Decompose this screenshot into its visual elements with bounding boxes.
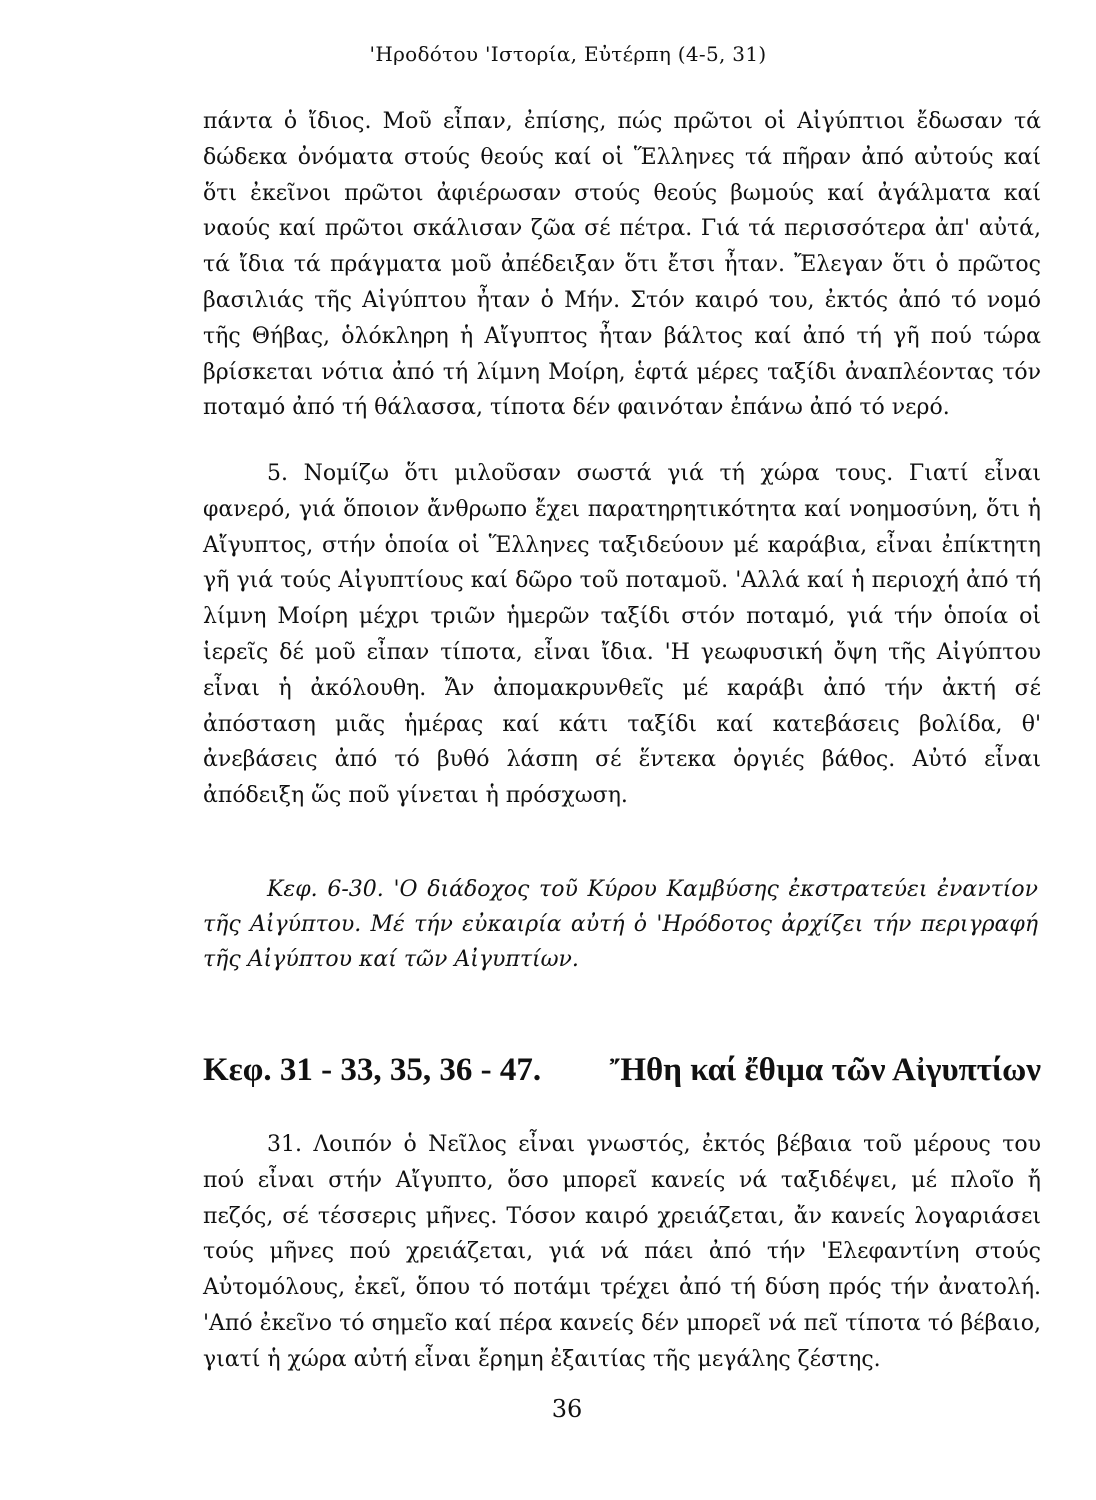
- section-heading-title: Ἤθη καί ἔθιμα τῶν Αἰγυπτίων: [609, 1052, 1041, 1088]
- paragraph-chapter-4-end: [203, 104, 1041, 426]
- paragraph-chapter-5: [203, 456, 1041, 814]
- section-heading-chapters: Κεφ. 31 - 33, 35, 36 - 47.: [203, 1052, 542, 1088]
- paragraph-chapter-31: [203, 1127, 1041, 1378]
- paragraph-text: πάντα ὁ ἴδιος. Μοῦ εἶπαν, ἐπίσης, πώς πρῶτοι οἱ Αἰγύπτιοι ἔδωσαν τά δώδεκα ὀνόματα στούς θεούς καί οἱ Ἕλληνες τά πῆραν ἀπό αὐτούς καί ὅτι ἐκεῖνοι πρῶτοι ἀφιέρωσαν στούς θεούς βωμούς καί ἀγάλματα καί ναούς καί πρῶτοι σκάλισαν ζῶα σέ πέτρα. Γιά τά περισσότερα ἀπ' αὐτά, τά ἴδια τά πράγματα μοῦ ἀπέδειξαν ὅτι ἔτσι ἦταν. Ἔλεγαν ὅτι ὁ πρῶτος βασιλιάς τῆς Αἰγύπτου ἦταν ὁ Μήν. Στόν καιρό του, ἐκτός ἀπό τό νομό τῆς Θήβας, ὁλόκληρη ἡ Αἴγυπτος ἦταν βάλτος καί ἀπό τή γῆ πού τώρα βρίσκεται νότια ἀπό τή λίμνη Μοίρη, ἑφτά μέρες ταξίδι ἀναπλέοντας τόν ποταμό ἀπό τή θάλασσα, τίποτα δέν φαινόταν ἐπάνω ἀπό τό νερό.: [203, 109, 1041, 421]
- paragraph-text: 5. Νομίζω ὅτι μιλοῦσαν σωστά γιά τή χώρα τους. Γιατί εἶναι φανερό, γιά ὅποιον ἄνθρωπο ἔχει παρατηρητικότητα καί νοημοσύνη, ὅτι ἡ Αἴγυπτος, στήν ὁποία οἱ Ἕλληνες ταξιδεύουν μέ καράβια, εἶναι ἐπίκτητη γῆ γιά τούς Αἰγυπτίους καί δῶρο τοῦ ποταμοῦ. 'Αλλά καί ἡ περιοχή ἀπό τή λίμνη Μοίρη μέχρι τριῶν ἡμερῶν ταξίδι στόν ποταμό, γιά τήν ὁποία οἱ ἱερεῖς δέ μοῦ εἶπαν τίποτα, εἶναι ἴδια. 'Η γεωφυσική ὄψη τῆς Αἰγύπτου εἶναι ἡ ἀκόλουθη. Ἄν ἀπομακρυνθεῖς μέ καράβι ἀπό τήν ἀκτή σέ ἀπόσταση μιᾶς ἡμέρας καί κάτι ταξίδι καί κατεβάσεις βολίδα, θ' ἀνεβάσεις ἀπό τό βυθό λάσπη σέ ἕντεκα ὀργιές βάθος. Αὐτό εἶναι ἀπόδειξη ὥς ποῦ γίνεται ἡ πρόσχωση.: [203, 461, 1041, 809]
- section-heading: [203, 1048, 1041, 1092]
- chapter-summary: Κεφ. 6-30. 'Ο διάδοχος τοῦ Κύρου Καμβύσης ἐκστρατεύει ἐναντίον τῆς Αἰγύπτου. Μέ τήν εὐκαιρία αὐτή ὁ 'Ηρόδοτος ἀρχίζει τήν περιγραφή τῆς Αἰγύπτου καί τῶν Αἰγυπτίων.: [203, 877, 1038, 972]
- paragraph-text: 31. Λοιπόν ὁ Νεῖλος εἶναι γνωστός, ἐκτός βέβαια τοῦ μέρους του πού εἶναι στήν Αἴγυπτο, ὅσο μπορεῖ κανείς νά ταξιδέψει, μέ πλοῖο ἤ πεζός, σέ τέσσερις μῆνες. Τόσον καιρό χρειάζεται, ἄν κανείς λογαριάσει τούς μῆνες πού χρειάζεται, γιά νά πάει ἀπό τήν 'Ελεφαντίνη στούς Αὐτομόλους, ἐκεῖ, ὅπου τό ποτάμι τρέχει ἀπό τή δύση πρός τήν ἀνατολή. 'Από ἐκεῖνο τό σημεῖο καί πέρα κανείς δέν μπορεῖ νά πεῖ τίποτα τό βέβαιο, γιατί ἡ χώρα αὐτή εἶναι ἔρημη ἐξαιτίας τῆς μεγάλης ζέστης.: [203, 1132, 1041, 1372]
- running-head: 'Ηροδότου 'Ιστορία, Εὐτέρπη (4-5, 31): [369, 42, 767, 66]
- page-number: 36: [551, 1395, 583, 1423]
